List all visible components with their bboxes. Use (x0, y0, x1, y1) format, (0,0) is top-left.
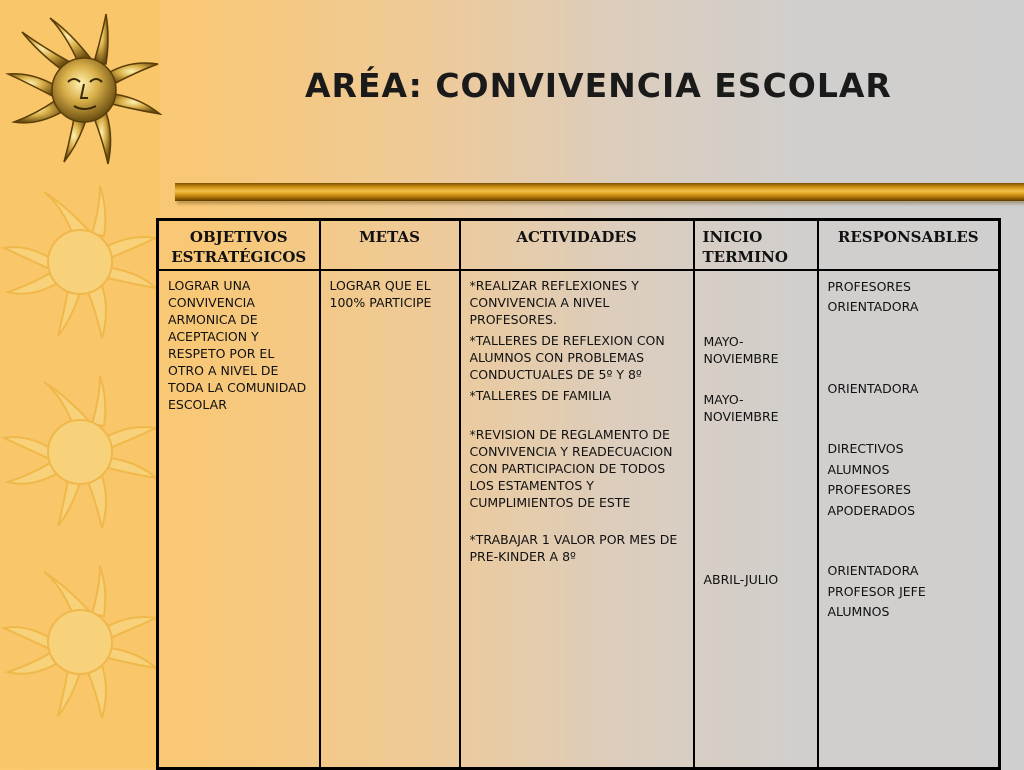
table-header-row (158, 220, 1000, 270)
header-responsables: RESPONSABLES (818, 220, 1000, 270)
cell-meta (320, 270, 460, 769)
meta-text: LOGRAR QUE EL 100% PARTICIPE (329, 277, 432, 310)
cell-actividades (460, 270, 694, 769)
slide-title: ARÉA: CONVIVENCIA ESCOLAR (305, 66, 892, 105)
responsable-item: ORIENTADORA (827, 563, 919, 578)
plan-table (156, 218, 1001, 770)
actividad-item: *TALLERES DE FAMILIA (469, 387, 612, 403)
sun-face-icon (2, 8, 162, 168)
fecha-item: MAYO-NOVIEMBRE (703, 391, 779, 424)
fecha-item: MAYO-NOVIEMBRE (703, 333, 779, 366)
gold-divider-rule (175, 183, 1024, 201)
sun-icon (0, 562, 160, 722)
responsable-item: ALUMNOS (827, 604, 890, 619)
cell-responsables (818, 270, 1000, 769)
header-inicio-termino: INICIO TERMINO (694, 220, 818, 270)
actividad-item: *REALIZAR REFLEXIONES Y CONVIVENCIA A NIVEL PROFESORES. (469, 277, 639, 327)
cell-objetivo (158, 270, 320, 769)
responsable-item: APODERADOS (827, 502, 916, 518)
fecha-item: ABRIL-JULIO (703, 571, 779, 587)
header-objetivos: OBJETIVOS ESTRATÉGICOS (158, 220, 320, 270)
responsable-item: DIRECTIVOS (827, 441, 904, 456)
actividad-item: *TRABAJAR 1 VALOR POR MES DE PRE-KINDER A 8º (469, 531, 678, 564)
objetivo-text: LOGRAR UNA CONVIVENCIA ARMONICA DE ACEPTACION Y RESPETO POR EL OTRO A NIVEL DE TODA LA COMUNIDAD ESCOLAR (168, 277, 307, 412)
responsable-item: ALUMNOS (827, 461, 890, 477)
responsable-item: PROFESORES (827, 482, 911, 497)
sun-icon (0, 372, 160, 532)
actividad-item: *REVISION DE REGLAMENTO DE CONVIVENCIA Y READECUACION CON PARTICIPACION DE TODOS LOS ESTAMENTOS Y CUMPLIMIENTOS DE ESTE (469, 426, 673, 510)
responsable-item: PROFESORES (827, 278, 911, 294)
sun-icon (0, 182, 160, 342)
responsable-item: ORIENTADORA (827, 299, 919, 314)
responsable-item: ORIENTADORA (827, 380, 919, 396)
actividad-item: *TALLERES DE REFLEXION CON ALUMNOS CON PROBLEMAS CONDUCTUALES DE 5º Y 8º (469, 332, 665, 382)
table-row (158, 270, 1000, 769)
header-metas: METAS (320, 220, 460, 270)
header-actividades: ACTIVIDADES (460, 220, 694, 270)
responsable-item: PROFESOR JEFE (827, 583, 926, 599)
cell-fechas (694, 270, 818, 769)
